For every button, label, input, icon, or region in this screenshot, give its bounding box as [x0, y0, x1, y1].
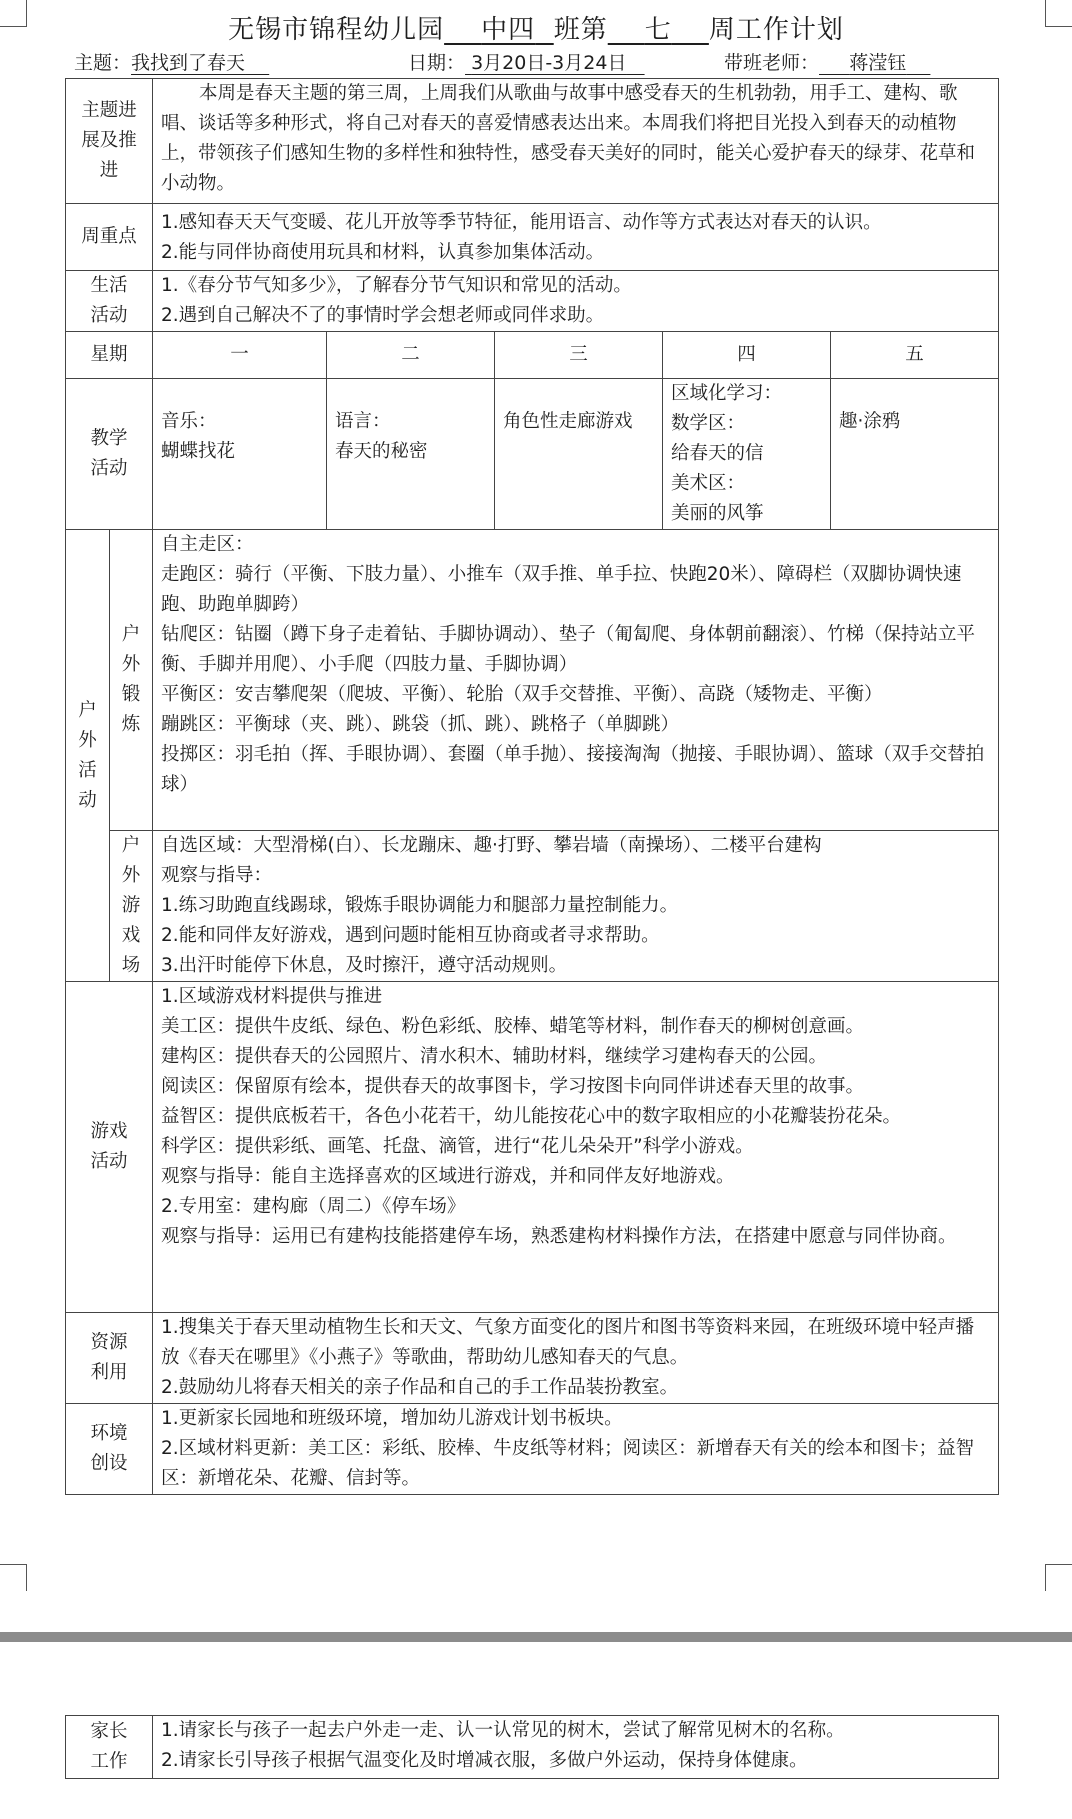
- resources-label: 资源利用: [66, 1313, 153, 1404]
- daily-life-row: [66, 271, 999, 332]
- teaching-row: [66, 379, 999, 530]
- outdoor-exercise-text: 自主走区： 走跑区：骑行（平衡、下肢力量）、小推车（双手推、单手拉、快跑20米）、障碍栏（双脚协调快速跑、助跑单脚跨） 钻爬区：钻圈（蹲下身子走着钻、手脚协调动）、垫子（匍匐爬、身体朝前翻滚）、竹梯（保持站立平衡、手脚并用爬）、小手爬（四肢力量、手脚协调） 平衡区：安吉攀爬架（爬坡、平衡）、轮胎（双手交替推、平衡）、高跷（矮物走、平衡） 蹦跳区：平衡球（夹、跳）、跳袋（抓、跳）、跳格子（单脚跳） 投掷区：羽毛拍（挥、手眼协调）、套圈（单手抛）、接接淘淘（抛接、手眼协调）、篮球（双手交替拍球）: [153, 530, 999, 831]
- teacher-field: [724, 50, 930, 76]
- outdoor-games-text: 自选区域：大型滑梯(白）、长龙蹦床、趣·打野、攀岩墙（南操场）、二楼平台建构 观察与指导： 1.练习助跑直线踢球，锻炼手眼协调能力和腿部力量控制能力。 2.能和同伴友好游戏，遇到问题时能相互协商或者寻求帮助。 3.出汗时能停下休息，及时擦汗，遵守活动规则。: [153, 831, 999, 982]
- parent-work-table: [65, 1715, 999, 1779]
- weekday-label: 星期: [66, 332, 153, 379]
- weekly-focus-text: 1.感知春天天气变暖、花儿开放等季节特征，能用语言、动作等方式表达对春天的认识。 2.能与同伴协商使用玩具和材料，认真参加集体活动。: [153, 204, 999, 271]
- theme-progress-row: [66, 79, 999, 204]
- crop-mark-bottom-right: [1045, 1564, 1072, 1591]
- game-activity-row: [66, 982, 999, 1313]
- environment-text: 1.更新家长园地和班级环境，增加幼儿游戏计划书板块。 2.区域材料更新：美工区：彩纸、胶棒、牛皮纸等材料；阅读区：新增春天有关的绘本和图卡；益智区：新增花朵、花瓣、信封等。: [153, 1404, 999, 1495]
- weekday-wed: 三: [495, 332, 663, 379]
- weekday-header-row: [66, 332, 999, 379]
- teaching-mon: 音乐： 蝴蝶找花: [153, 379, 327, 530]
- teaching-fri: 趣·涂鸦: [831, 379, 999, 530]
- teacher-label: 带班老师：: [724, 52, 820, 74]
- resources-text: 1.搜集关于春天里动植物生长和天文、气象方面变化的图片和图书等资料来园，在班级环境中轻声播放《春天在哪里》《小燕子》等歌曲，帮助幼儿感知春天的气息。 2.鼓励幼儿将春天相关的亲子作品和自己的手工作品装扮教室。: [153, 1313, 999, 1404]
- weekday-thu: 四: [663, 332, 831, 379]
- daily-life-text: 1.《春分节气知多少》，了解春分节气知识和常见的活动。 2.遇到自己解决不了的事情时学会想老师或同伴求助。: [153, 271, 999, 332]
- parent-work-label: 家长工作: [66, 1716, 153, 1779]
- weekday-fri: 五: [831, 332, 999, 379]
- environment-label: 环境创设: [66, 1404, 153, 1495]
- week-number: 七: [644, 15, 672, 45]
- teaching-tue: 语言： 春天的秘密: [327, 379, 495, 530]
- teaching-label: 教学活动: [66, 379, 153, 530]
- theme-field: [74, 50, 269, 76]
- title-suffix: 周工作计划: [708, 15, 844, 45]
- teacher-value: 蒋滢钰: [849, 52, 907, 74]
- weekly-focus-row: [66, 204, 999, 271]
- theme-label: 主题：: [74, 52, 132, 74]
- parent-work-text: 1.请家长与孩子一起去户外走一走、认一认常见的树木，尝试了解常见树木的名称。 2.请家长引导孩子根据气温变化及时增减衣服，多做户外运动，保持身体健康。: [153, 1716, 999, 1779]
- theme-progress-label: 主题进展及推进: [66, 79, 153, 204]
- weekday-tue: 二: [327, 332, 495, 379]
- teaching-thu: 区域化学习： 数学区： 给春天的信 美术区： 美丽的风筝: [663, 379, 831, 530]
- title-prefix: 无锡市锦程幼儿园: [228, 15, 445, 45]
- date-label: 日期：: [408, 52, 466, 74]
- weekly-plan-table: [65, 78, 999, 1495]
- outdoor-exercise-label: 户外锻炼: [110, 530, 153, 831]
- outdoor-exercise-row: [66, 530, 999, 831]
- daily-life-label: 生活活动: [66, 271, 153, 332]
- date-value: 3月20日-3月24日: [471, 52, 627, 74]
- outdoor-games-label: 户外游戏场: [110, 831, 153, 982]
- teaching-wed: 角色性走廊游戏: [495, 379, 663, 530]
- theme-progress-text: 本周是春天主题的第三周，上周我们从歌曲与故事中感受春天的生机勃勃，用手工、建构、歌唱、谈话等多种形式，将自己对春天的喜爱情感表达出来。本周我们将把目光投入到春天的动植物上，带领孩子们感知生物的多样性和独特性，感受春天美好的同时，能关心爱护春天的绿芽、花草和小动物。: [153, 79, 999, 204]
- outdoor-label: 户外活动: [66, 530, 110, 982]
- game-activity-text: 1.区域游戏材料提供与推进 美工区：提供牛皮纸、绿色、粉色彩纸、胶棒、蜡笔等材料，制作春天的柳树创意画。 建构区：提供春天的公园照片、清水积木、辅助材料，继续学习建构春天的公园。 阅读区：保留原有绘本，提供春天的故事图卡，学习按图卡向同伴讲述春天里的故事。 益智区：提供底板若干，各色小花若干，幼儿能按花心中的数字取相应的小花瓣装扮花朵。 科学区：提供彩纸、画笔、托盘、滴管，进行“花儿朵朵开”科学小游戏。 观察与指导：能自主选择喜欢的区域进行游戏，并和同伴友好地游戏。 2.专用室：建构廊（周二）《停车场》 观察与指导：运用已有建构技能搭建停车场，熟悉建构材料操作方法，在搭建中愿意与同伴协商。: [153, 982, 999, 1313]
- class-name: 中四: [481, 15, 536, 45]
- page-title: [0, 8, 1072, 52]
- weekday-mon: 一: [153, 332, 327, 379]
- page-separator: [0, 1632, 1072, 1642]
- title-mid: 班第: [553, 15, 608, 45]
- game-activity-label: 游戏活动: [66, 982, 153, 1313]
- crop-mark-bottom-left: [0, 1564, 27, 1591]
- date-field: [408, 50, 645, 76]
- resources-row: [66, 1313, 999, 1404]
- parent-work-row: [66, 1716, 999, 1779]
- outdoor-games-row: [66, 831, 999, 982]
- theme-value: 我找到了春天: [131, 52, 246, 74]
- weekly-focus-label: 周重点: [66, 204, 153, 271]
- environment-row: [66, 1404, 999, 1495]
